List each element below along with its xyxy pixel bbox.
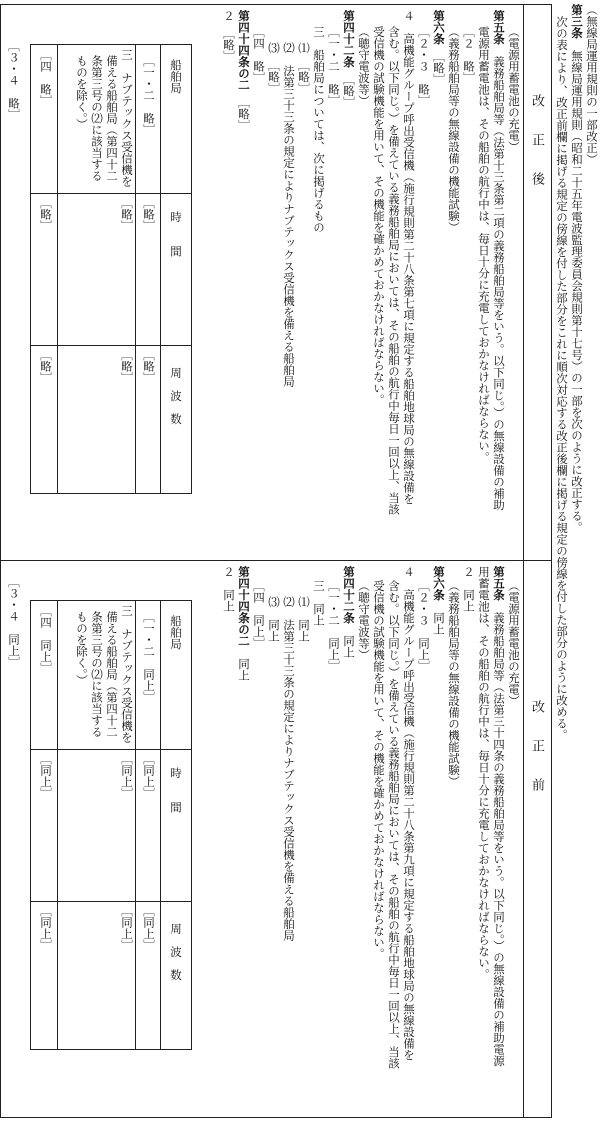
before-article-44-2-para2: ２ 同上 bbox=[222, 566, 236, 612]
before-article-42-items12: ［一・二 同上］ bbox=[327, 580, 341, 672]
before-article-42-number: 第四十二条 bbox=[342, 566, 356, 624]
before-article-5 bbox=[491, 566, 506, 1066]
before-table-r1-frequency: ［同上］ bbox=[142, 905, 156, 951]
before-article-42-sub3: ⑶ 同上 bbox=[267, 596, 281, 642]
outer-frame-left bbox=[0, 4, 1, 1118]
after-article-42-number: 第四十二条 bbox=[342, 10, 356, 68]
before-table-r2-station-l2: 備える船舶局（第四十二 bbox=[105, 611, 119, 738]
before-table-header-frequency: 周 波 数 bbox=[169, 923, 183, 981]
before-article-42-sub1: ⑴ 同上 bbox=[297, 596, 311, 642]
after-article-42-text: ［略］ bbox=[342, 67, 356, 108]
after-article-44-2-number: 第四十四条の二 bbox=[237, 10, 251, 91]
before-article-42-sub2: ⑵ 法第三十三条の規定によりナブテックス受信機を備える船舶局 bbox=[282, 596, 296, 941]
before-article-5-number: 第五条 bbox=[492, 566, 506, 601]
before-table-r1-station: ［一・二 同上］ bbox=[142, 611, 156, 703]
before-article-6-number: 第六条 bbox=[432, 566, 446, 601]
before-table-header-divider bbox=[160, 601, 161, 1049]
after-table-r3-time: ［略］ bbox=[39, 197, 53, 232]
after-table-header-divider bbox=[160, 45, 161, 493]
after-article-44-2-para2: ２ ［略］ bbox=[222, 10, 236, 62]
before-article-44-2 bbox=[236, 566, 251, 681]
after-article-42-sub2: ⑵ 法第三十三条の規定によりナブテックス受信機を備える船舶局 bbox=[282, 42, 296, 387]
before-caption-42: （聴守電波等） bbox=[357, 580, 371, 661]
before-table-row1-divider bbox=[135, 601, 136, 1049]
after-table-r2-station-l3: 条第三号の⑵に該当する bbox=[90, 55, 104, 182]
after-table-r1-frequency: ［略］ bbox=[142, 349, 156, 384]
before-table-r2-station-l3: 条第三号の⑵に該当する bbox=[90, 611, 104, 738]
before-table-r3-time: ［同上］ bbox=[39, 753, 53, 799]
before-article-42-text: 同上 bbox=[342, 623, 356, 658]
before-article-42-item4: ［四 同上］ bbox=[252, 580, 266, 649]
after-article-44-2-text: ［略］ bbox=[237, 90, 251, 131]
after-schedule-table bbox=[30, 44, 192, 494]
before-article-5-cont: 用蓄電池は、その船舶の航行中は、毎日十分に充電しておかなければならない。 bbox=[477, 566, 491, 980]
header-title: （無線局運用規則の一部改正） bbox=[585, 4, 599, 165]
header-instruction: 次の表により、改正前欄に掲げる規定の傍線を付した部分をこれに順次対応する改正後欄に掲げる規定の傍線を付した部分のように改める。 bbox=[555, 16, 569, 741]
before-article-5-text: 義務船舶局等（法第三十四条の義務船舶局等をいう。以下同じ。）の無線設備の補助電源 bbox=[492, 600, 506, 1067]
after-article-42-sub3: ⑶ ［略］ bbox=[267, 42, 281, 94]
after-article-6 bbox=[431, 10, 446, 85]
after-article-5-cont: 電源用蓄電池は、その船舶の航行中は、毎日十分に充電しておかなければならない。 bbox=[477, 26, 491, 463]
heading-column-divider bbox=[523, 4, 524, 1118]
before-table-r2-time: ［同上］ bbox=[120, 753, 134, 799]
after-article-42-sub1: ⑴ ［略］ bbox=[297, 42, 311, 94]
after-article-42-item4: ［四 略］ bbox=[252, 26, 266, 84]
after-article-6-para23: ［２・３ 略］ bbox=[417, 26, 431, 107]
before-table-r2-frequency: ［同上］ bbox=[120, 905, 134, 951]
before-article-6-para4-cont1: 含む。以下同じ。）を備えている義務船舶局においては、その船舶の航行中毎日一回以上、当該 bbox=[387, 580, 401, 1069]
before-table-r3-frequency: ［同上］ bbox=[39, 905, 53, 951]
after-table-r2-frequency: ［略］ bbox=[120, 349, 134, 384]
before-article-44-2-text: 同上 bbox=[237, 646, 251, 681]
after-table-col2-divider bbox=[31, 345, 191, 346]
after-table-r3-frequency: ［略］ bbox=[39, 349, 53, 384]
outer-frame-top bbox=[0, 4, 551, 5]
after-article-5-text: 義務船舶局等（法第十三条第二項の義務船舶局等をいう。以下同じ。）の無線設備の補助 bbox=[492, 44, 506, 511]
before-table-header-station: 船舶局 bbox=[169, 615, 183, 650]
before-schedule-table bbox=[30, 600, 192, 1050]
before-table-header-time: 時 間 bbox=[169, 767, 183, 813]
after-table-col1-divider bbox=[31, 193, 191, 194]
before-article-6-para23: ［２・３ 同上］ bbox=[417, 580, 431, 672]
before-table-footnote: ［３・４ 同上］ bbox=[7, 576, 21, 668]
before-article-6-para4: ４ 高機能グループ呼出受信機（施行規則第二十八条第九項に規定する船舶地球局の無線設備を bbox=[402, 566, 416, 1061]
after-table-header-time: 時 間 bbox=[169, 211, 183, 257]
after-caption-6: （義務船舶局等の無線設備の機能試験） bbox=[447, 26, 461, 233]
before-article-5-para2: ２ 同上 bbox=[462, 566, 476, 612]
before-article-6-text: 同上 bbox=[432, 600, 446, 635]
after-caption-42: （聴守電波等） bbox=[357, 26, 371, 107]
after-article-5-number: 第五条 bbox=[492, 10, 506, 45]
after-table-r2-time: ［略］ bbox=[120, 197, 134, 232]
after-caption-1: （電源用蓄電池の充電） bbox=[507, 26, 521, 153]
before-caption-1: （電源用蓄電池の充電） bbox=[507, 580, 521, 707]
after-table-r2-station-l4: ものを除く。） bbox=[75, 55, 89, 130]
after-article-5 bbox=[491, 10, 506, 510]
after-table-header-frequency: 周 波 数 bbox=[169, 367, 183, 425]
before-article-6-para4-cont2: 受信機の試験機能を用いて、その機能を確かめておかなければならない。 bbox=[372, 580, 386, 960]
before-article-42-item3: 三 同上 bbox=[312, 580, 326, 626]
after-table-header-station: 船舶局 bbox=[169, 59, 183, 94]
header-article-text: 無線局運用規則（昭和二十五年電波監理委員会規則第十七号）の一部を次のように改正する。 bbox=[570, 38, 584, 533]
after-table-r2-station-l1: 三 ナブテックス受信機を bbox=[120, 49, 134, 187]
header-article bbox=[569, 4, 584, 533]
before-caption-6: （義務船舶局等の無線設備の機能試験） bbox=[447, 580, 461, 787]
after-table-row2-divider bbox=[57, 45, 58, 493]
after-article-42 bbox=[341, 10, 356, 108]
before-article-44-2-number: 第四十四条の二 bbox=[237, 566, 251, 647]
section-divider bbox=[0, 560, 551, 561]
after-table-r1-time: ［略］ bbox=[142, 197, 156, 232]
after-table-row1-divider bbox=[135, 45, 136, 493]
after-article-6-para4-cont1: 含む。以下同じ。）を備えている義務船舶局においては、その船舶の航行中毎日一回以上、当該 bbox=[387, 26, 401, 515]
before-table-r1-time: ［同上］ bbox=[142, 753, 156, 799]
after-article-5-para2: ［２ 略］ bbox=[462, 26, 476, 84]
before-article-6 bbox=[431, 566, 446, 635]
after-article-42-item3: 三 船舶局については、次に掲げるもの bbox=[312, 26, 326, 233]
after-article-6-para4-cont2: 受信機の試験機能を用いて、その機能を確かめておかなければならない。 bbox=[372, 26, 386, 406]
before-heading: 改 正 前 bbox=[529, 700, 544, 791]
before-article-42 bbox=[341, 566, 356, 658]
before-table-col1-divider bbox=[31, 749, 191, 750]
after-table-r3-station: ［四 略］ bbox=[39, 49, 53, 107]
after-table-r2-station-l2: 備える船舶局（第四十二 bbox=[105, 55, 119, 182]
after-article-6-text: ［略］ bbox=[432, 44, 446, 85]
header-article-number: 第三条 bbox=[570, 4, 584, 39]
after-table-r1-station: ［一・二 略］ bbox=[142, 55, 156, 136]
before-table-r2-station-l1: 三 ナブテックス受信機を bbox=[120, 605, 134, 743]
outer-frame-bottom bbox=[0, 1117, 551, 1118]
before-table-col2-divider bbox=[31, 901, 191, 902]
after-article-6-number: 第六条 bbox=[432, 10, 446, 45]
after-article-44-2 bbox=[236, 10, 251, 131]
before-table-row2-divider bbox=[57, 601, 58, 1049]
outer-frame-right bbox=[551, 4, 552, 1118]
after-article-42-items12: ［一・二 略］ bbox=[327, 26, 341, 107]
after-table-footnote: ［３・４ 略］ bbox=[7, 40, 21, 121]
after-article-6-para4: ４ 高機能グループ呼出受信機（施行規則第二十八条第七項に規定する船舶地球局の無線設備を bbox=[402, 10, 416, 505]
after-heading: 改 正 後 bbox=[529, 94, 544, 185]
before-table-r3-station: ［四 同上］ bbox=[39, 605, 53, 674]
before-table-r2-station-l4: ものを除く。） bbox=[75, 611, 89, 686]
